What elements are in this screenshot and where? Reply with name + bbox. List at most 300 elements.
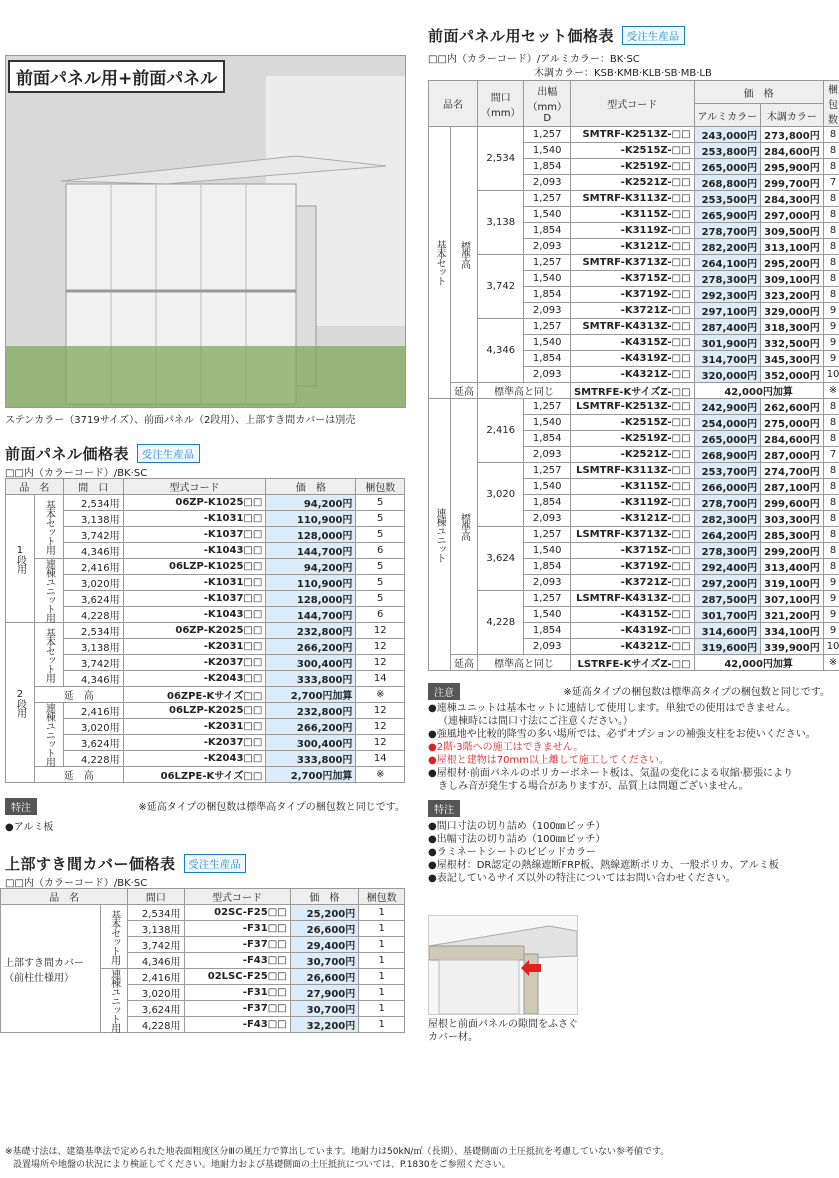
- wood-price-cell: 339,900円: [761, 639, 824, 655]
- code-cell: -K2031□□: [123, 719, 266, 735]
- maguchi-cell: 3,624用: [128, 1001, 184, 1017]
- set-title-text: 前面パネル用セット価格表: [428, 27, 615, 45]
- alu-price-cell: 268,800円: [694, 175, 761, 191]
- code-cell: SMTRFE-KサイズZ-□□: [570, 383, 694, 399]
- wood-price-cell: 285,300円: [761, 527, 824, 543]
- code-cell: -K1037□□: [123, 591, 266, 607]
- maguchi-cell: 3,020: [478, 463, 524, 527]
- code-cell: 06LZP-K1025□□: [123, 559, 266, 575]
- alu-note: ●アルミ板: [5, 822, 54, 833]
- table-row: [6, 687, 405, 703]
- set-sub2: 木調カラー：KSB·KMB·KLB·SB·MB·LB: [534, 68, 712, 79]
- pack-cell: 8: [823, 511, 839, 527]
- pack-cell: 12: [356, 639, 405, 655]
- ext-same-cell: 標準高と同じ: [478, 655, 571, 671]
- special-order-head: 特注: [428, 800, 460, 817]
- cover-table: [0, 888, 405, 1033]
- pack-cell: 9: [823, 303, 839, 319]
- pack-cell: 5: [356, 495, 405, 511]
- price-cell: 266,200円: [266, 639, 356, 655]
- price-cell: 232,800円: [266, 703, 356, 719]
- code-cell: LSTRFE-KサイズZ-□□: [570, 655, 694, 671]
- code-cell: -K1043□□: [123, 543, 266, 559]
- code-cell: SMTRF-K3113Z-□□: [570, 191, 694, 207]
- pack-cell: 8: [823, 527, 839, 543]
- subgroup-label: 基本セット用: [101, 905, 128, 969]
- code-cell: -K2043□□: [123, 671, 266, 687]
- pack-cell: 8: [823, 239, 839, 255]
- ext-same-cell: 標準高と同じ: [478, 383, 571, 399]
- code-cell: -K2515Z-□□: [570, 415, 694, 431]
- table-row: [6, 607, 405, 623]
- special-item: ●ラミネートシートのビビッドカラー: [428, 847, 597, 858]
- debaba-cell: 2,093: [524, 639, 570, 655]
- pack-cell: 7: [823, 447, 839, 463]
- code-cell: -K4321Z-□□: [570, 639, 694, 655]
- wood-price-cell: 318,300円: [761, 319, 824, 335]
- front-panel-table: [5, 478, 405, 783]
- cover-col-price: 価 格: [290, 889, 359, 905]
- subgroup-label: 基本セット用: [34, 623, 63, 687]
- maguchi-cell: 延 高: [34, 687, 123, 703]
- set-col-alu: アルミカラー: [694, 104, 761, 127]
- caution-item: ●屋根材·前面パネルのポリカーボネート板は、気温の変化による収縮·膨張により: [428, 768, 793, 779]
- group-label: 連棟ユニット: [429, 399, 451, 671]
- cover-diagram: [428, 915, 578, 1015]
- code-cell: -K4319Z-□□: [570, 623, 694, 639]
- maguchi-cell: 3,138: [478, 191, 524, 255]
- debaba-cell: 1,257: [524, 191, 570, 207]
- table-row: [6, 495, 405, 511]
- set-col-pack: 梱包数: [823, 81, 839, 127]
- debaba-cell: 1,854: [524, 559, 570, 575]
- product-name-cell: 上部すき間カバー（前柱仕様用）: [1, 905, 101, 1033]
- special-item: ●表記しているサイズ以外の特注についてはお問い合わせください。: [428, 873, 736, 884]
- price-cell: 232,800円: [266, 623, 356, 639]
- pack-cell: 12: [356, 655, 405, 671]
- code-cell: -K3119Z-□□: [570, 223, 694, 239]
- price-cell: 144,700円: [266, 543, 356, 559]
- special-item: ●間口寸法の切り詰め（100㎜ピッチ）: [428, 821, 606, 832]
- table-row: [6, 703, 405, 719]
- table-row: [429, 255, 839, 271]
- wood-price-cell: 284,600円: [761, 431, 824, 447]
- pack-cell: 5: [356, 591, 405, 607]
- subgroup-label: 連棟ユニット用: [34, 559, 63, 623]
- pack-cell: 9: [823, 607, 839, 623]
- debaba-cell: 1,540: [524, 335, 570, 351]
- alu-price-cell: 297,200円: [694, 575, 761, 591]
- alu-price-cell: 264,200円: [694, 527, 761, 543]
- pack-cell: 12: [356, 623, 405, 639]
- alu-price-cell: 282,300円: [694, 511, 761, 527]
- table-row: [6, 511, 405, 527]
- debaba-cell: 1,854: [524, 223, 570, 239]
- code-cell: -F43□□: [184, 1017, 290, 1033]
- maguchi-cell: 3,138用: [63, 511, 123, 527]
- pack-cell: 8: [823, 143, 839, 159]
- debaba-cell: 2,093: [524, 511, 570, 527]
- alu-price-cell: 243,000円: [694, 127, 761, 143]
- alu-price-cell: 268,900円: [694, 447, 761, 463]
- wood-price-cell: 313,100円: [761, 239, 824, 255]
- pack-cell: 9: [823, 351, 839, 367]
- code-cell: -K1043□□: [123, 607, 266, 623]
- price-cell: 333,800円: [266, 671, 356, 687]
- maguchi-cell: 4,346用: [63, 671, 123, 687]
- table-row: [6, 767, 405, 783]
- debaba-cell: 2,093: [524, 239, 570, 255]
- pack-cell: 1: [359, 1001, 405, 1017]
- alu-price-cell: 253,800円: [694, 143, 761, 159]
- group-label: 基本セット: [429, 127, 451, 399]
- table-row: [6, 751, 405, 767]
- made-to-order-badge: 受注生産品: [137, 444, 200, 463]
- caution-item: （連棟時には間口寸法にご注意ください。）: [438, 716, 633, 727]
- maguchi-cell: 2,534用: [63, 495, 123, 511]
- wood-price-cell: 323,200円: [761, 287, 824, 303]
- wood-price-cell: 313,400円: [761, 559, 824, 575]
- set-badge: 受注生産品: [622, 26, 685, 45]
- front-panel-title: [5, 443, 200, 464]
- alu-price-cell: 278,700円: [694, 495, 761, 511]
- price-cell: 25,200円: [290, 905, 359, 921]
- ext-price-cell: 42,000円加算: [694, 655, 823, 671]
- code-cell: SMTRF-K4313Z-□□: [570, 319, 694, 335]
- col-name: 品 名: [6, 479, 64, 495]
- code-cell: 06LZPE-Kサイズ□□: [123, 767, 266, 783]
- pack-cell: ※: [823, 655, 839, 671]
- wood-price-cell: 275,000円: [761, 415, 824, 431]
- maguchi-cell: 延 高: [34, 767, 123, 783]
- col-price: 価 格: [266, 479, 356, 495]
- alu-price-cell: 297,100円: [694, 303, 761, 319]
- maguchi-cell: 2,416用: [63, 559, 123, 575]
- table-row: [429, 319, 839, 335]
- code-cell: -K1037□□: [123, 527, 266, 543]
- code-cell: -K4321Z-□□: [570, 367, 694, 383]
- pack-cell: 9: [823, 575, 839, 591]
- wood-price-cell: 295,200円: [761, 255, 824, 271]
- pack-cell: 8: [823, 543, 839, 559]
- alu-price-cell: 320,000円: [694, 367, 761, 383]
- wood-price-cell: 273,800円: [761, 127, 824, 143]
- cover-badge: 受注生産品: [184, 854, 247, 873]
- code-cell: -K2037□□: [123, 735, 266, 751]
- debaba-cell: 2,093: [524, 447, 570, 463]
- price-cell: 300,400円: [266, 735, 356, 751]
- wood-price-cell: 284,600円: [761, 143, 824, 159]
- code-cell: -K3719Z-□□: [570, 287, 694, 303]
- table-row: [6, 591, 405, 607]
- table-row: [429, 527, 839, 543]
- maguchi-cell: 3,742用: [63, 655, 123, 671]
- code-cell: -K2031□□: [123, 639, 266, 655]
- table-row: [429, 591, 839, 607]
- pack-cell: 8: [823, 255, 839, 271]
- pack-cell: 8: [823, 399, 839, 415]
- col-pack: 梱包数: [356, 479, 405, 495]
- footer-line: ※基礎寸法は、建築基準法で定められた地表面粗度区分Ⅲの風圧力で算出しています。地耐力は50kN/㎡（長期）、基礎側面の土圧抵抗を考慮していない参考値です。: [5, 1147, 670, 1157]
- alu-price-cell: 278,300円: [694, 543, 761, 559]
- special-list: [428, 820, 833, 885]
- maguchi-cell: 3,624用: [63, 735, 123, 751]
- code-cell: -K3715Z-□□: [570, 543, 694, 559]
- pack-cell: 5: [356, 527, 405, 543]
- wood-price-cell: 287,100円: [761, 479, 824, 495]
- maguchi-cell: 3,742用: [63, 527, 123, 543]
- maguchi-cell: 3,742用: [128, 937, 184, 953]
- cover-col-pack: 梱包数: [359, 889, 405, 905]
- debaba-cell: 1,540: [524, 607, 570, 623]
- set-col-debaba: 出幅（mm）D: [524, 81, 570, 127]
- price-cell: 94,200円: [266, 559, 356, 575]
- set-sub1: □□内（カラーコード）/アルミカラー：BK·SC: [428, 54, 640, 65]
- debaba-cell: 1,257: [524, 319, 570, 335]
- pack-cell: 1: [359, 905, 405, 921]
- debaba-cell: 1,854: [524, 159, 570, 175]
- code-cell: 06ZP-K2025□□: [123, 623, 266, 639]
- debaba-cell: 1,257: [524, 255, 570, 271]
- pack-cell: 1: [359, 969, 405, 985]
- alu-price-cell: 282,200円: [694, 239, 761, 255]
- wood-price-cell: 274,700円: [761, 463, 824, 479]
- maguchi-cell: 2,534用: [128, 905, 184, 921]
- set-col-maguchi: 間口（mm）: [478, 81, 524, 127]
- maguchi-cell: 2,534用: [63, 623, 123, 639]
- code-cell: 06ZP-K1025□□: [123, 495, 266, 511]
- debaba-cell: 2,093: [524, 575, 570, 591]
- caution-ext-note: ※延高タイプの梱包数は標準高タイプの梱包数と同じです。: [563, 687, 830, 698]
- debaba-cell: 1,540: [524, 543, 570, 559]
- wood-price-cell: 319,100円: [761, 575, 824, 591]
- table-row: [429, 399, 839, 415]
- debaba-cell: 1,854: [524, 351, 570, 367]
- front-panel-sub: □□内（カラーコード）/BK·SC: [5, 468, 148, 479]
- code-cell: -K2519Z-□□: [570, 431, 694, 447]
- code-cell: -K1031□□: [123, 575, 266, 591]
- price-cell: 128,000円: [266, 527, 356, 543]
- pack-cell: 1: [359, 985, 405, 1001]
- height-label: 標準高: [451, 127, 478, 383]
- code-cell: LSMTRF-K2513Z-□□: [570, 399, 694, 415]
- pack-cell: 12: [356, 719, 405, 735]
- table-row: [6, 655, 405, 671]
- table-row: [6, 623, 405, 639]
- debaba-cell: 1,540: [524, 479, 570, 495]
- pack-cell: 8: [823, 159, 839, 175]
- pack-cell: 1: [359, 953, 405, 969]
- footer: [5, 1146, 669, 1172]
- alu-price-cell: 264,100円: [694, 255, 761, 271]
- debaba-cell: 1,540: [524, 271, 570, 287]
- alu-price-cell: 278,300円: [694, 271, 761, 287]
- set-table: [428, 80, 839, 671]
- ext-note: ※延高タイプの梱包数は標準高タイプの梱包数と同じです。: [138, 802, 405, 813]
- caution-row: [428, 683, 830, 700]
- maguchi-cell: 3,020用: [128, 985, 184, 1001]
- code-cell: LSMTRF-K3713Z-□□: [570, 527, 694, 543]
- code-cell: -K4315Z-□□: [570, 607, 694, 623]
- caution-item: ●連棟ユニットは基本セットに連結して使用します。単独での使用はできません。: [428, 703, 797, 714]
- debaba-cell: 1,540: [524, 415, 570, 431]
- code-cell: -K3115Z-□□: [570, 479, 694, 495]
- code-cell: -K4315Z-□□: [570, 335, 694, 351]
- debaba-cell: 1,854: [524, 495, 570, 511]
- price-cell: 32,200円: [290, 1017, 359, 1033]
- pack-cell: 8: [823, 415, 839, 431]
- pack-cell: 9: [823, 319, 839, 335]
- pack-cell: 8: [823, 207, 839, 223]
- price-cell: 29,400円: [290, 937, 359, 953]
- pack-cell: 8: [823, 431, 839, 447]
- debaba-cell: 1,257: [524, 527, 570, 543]
- cover-col-code: 型式コード: [184, 889, 290, 905]
- pack-cell: 5: [356, 559, 405, 575]
- price-cell: 300,400円: [266, 655, 356, 671]
- alu-price-cell: 314,700円: [694, 351, 761, 367]
- pack-cell: 14: [356, 751, 405, 767]
- wood-price-cell: 297,000円: [761, 207, 824, 223]
- height-label: 標準高: [451, 399, 478, 655]
- wood-price-cell: 334,100円: [761, 623, 824, 639]
- price-cell: 30,700円: [290, 953, 359, 969]
- maguchi-cell: 3,624: [478, 527, 524, 591]
- code-cell: -K2037□□: [123, 655, 266, 671]
- pack-cell: 7: [823, 175, 839, 191]
- pack-cell: ※: [356, 767, 405, 783]
- alu-price-cell: 301,900円: [694, 335, 761, 351]
- wood-price-cell: 262,600円: [761, 399, 824, 415]
- maguchi-cell: 4,346用: [63, 543, 123, 559]
- price-cell: 2,700円加算: [266, 687, 356, 703]
- code-cell: SMTRF-K3713Z-□□: [570, 255, 694, 271]
- cover-diagram-svg: [429, 916, 577, 1014]
- maguchi-cell: 2,416: [478, 399, 524, 463]
- col-code: 型式コード: [123, 479, 266, 495]
- pack-cell: 10: [823, 367, 839, 383]
- code-cell: -F37□□: [184, 1001, 290, 1017]
- price-cell: 110,900円: [266, 575, 356, 591]
- wood-price-cell: 352,000円: [761, 367, 824, 383]
- price-cell: 266,200円: [266, 719, 356, 735]
- pack-cell: 8: [823, 127, 839, 143]
- set-col-name: 品名: [429, 81, 478, 127]
- ext-row: [429, 655, 839, 671]
- code-cell: -K3119Z-□□: [570, 495, 694, 511]
- pack-cell: 8: [823, 223, 839, 239]
- alu-price-cell: 292,300円: [694, 287, 761, 303]
- code-cell: -K3121Z-□□: [570, 239, 694, 255]
- price-cell: 128,000円: [266, 591, 356, 607]
- code-cell: SMTRF-K2513Z-□□: [570, 127, 694, 143]
- alu-price-cell: 287,400円: [694, 319, 761, 335]
- maguchi-cell: 2,416用: [63, 703, 123, 719]
- pack-cell: 1: [359, 1017, 405, 1033]
- pack-cell: 5: [356, 575, 405, 591]
- code-cell: LSMTRF-K4313Z-□□: [570, 591, 694, 607]
- front-panel-note-row: [5, 798, 405, 815]
- col-maguchi: 間 口: [63, 479, 123, 495]
- wood-price-cell: 303,300円: [761, 511, 824, 527]
- price-cell: 110,900円: [266, 511, 356, 527]
- debaba-cell: 1,257: [524, 463, 570, 479]
- terrace-illustration: [6, 56, 405, 407]
- price-cell: 2,700円加算: [266, 767, 356, 783]
- wood-price-cell: 299,700円: [761, 175, 824, 191]
- pack-cell: 9: [823, 623, 839, 639]
- table-row: [6, 559, 405, 575]
- code-cell: -K2043□□: [123, 751, 266, 767]
- front-panel-title-text: 前面パネル価格表: [5, 445, 130, 463]
- wood-price-cell: 345,300円: [761, 351, 824, 367]
- debaba-cell: 1,540: [524, 143, 570, 159]
- alu-price-cell: 278,700円: [694, 223, 761, 239]
- table-row: [1, 905, 405, 921]
- maguchi-cell: 3,742: [478, 255, 524, 319]
- wood-price-cell: 295,900円: [761, 159, 824, 175]
- caution-item: ●屋根と建物は70mm以上離して施工してください。: [428, 755, 669, 766]
- alu-price-cell: 287,500円: [694, 591, 761, 607]
- alu-price-cell: 242,900円: [694, 399, 761, 415]
- price-cell: 26,600円: [290, 921, 359, 937]
- debaba-cell: 1,257: [524, 399, 570, 415]
- pack-cell: 9: [823, 591, 839, 607]
- debaba-cell: 2,093: [524, 303, 570, 319]
- code-cell: -F31□□: [184, 921, 290, 937]
- pack-cell: ※: [823, 383, 839, 399]
- set-title: [428, 25, 685, 46]
- debaba-cell: 2,093: [524, 175, 570, 191]
- caution-item: ●強風地や比較的降雪の多い場所では、必ずオプションの補強支柱をお使いください。: [428, 729, 816, 740]
- table-row: [429, 463, 839, 479]
- pack-cell: 6: [356, 607, 405, 623]
- cover-title: [5, 853, 246, 874]
- code-cell: -K2521Z-□□: [570, 447, 694, 463]
- special-item: ●屋根材：DR認定の熱線遮断FRP板、熱線遮断ポリカ、一般ポリカ、アルミ板: [428, 860, 779, 871]
- pack-cell: 8: [823, 191, 839, 207]
- footer-line: 設置場所や地盤の状況により検証してください。地耐力および基礎側面の土圧抵抗については、P.1830をご参照ください。: [13, 1160, 511, 1170]
- code-cell: -K4319Z-□□: [570, 351, 694, 367]
- wood-price-cell: 299,200円: [761, 543, 824, 559]
- table-row: [6, 543, 405, 559]
- table-row: [6, 527, 405, 543]
- ext-label: 延高: [451, 655, 478, 671]
- special-head: 特注: [5, 798, 37, 815]
- group-label: 2段用: [6, 623, 35, 783]
- debaba-cell: 1,854: [524, 623, 570, 639]
- alu-price-cell: 265,000円: [694, 431, 761, 447]
- table-row: [6, 719, 405, 735]
- code-cell: -K3121Z-□□: [570, 511, 694, 527]
- pack-cell: 10: [823, 639, 839, 655]
- price-cell: 26,600円: [290, 969, 359, 985]
- table-row: [6, 735, 405, 751]
- caution-head: 注意: [428, 683, 460, 700]
- table-row: [429, 191, 839, 207]
- code-cell: -F31□□: [184, 985, 290, 1001]
- ext-label: 延高: [451, 383, 478, 399]
- code-cell: LSMTRF-K3113Z-□□: [570, 463, 694, 479]
- caution-item: ●2階·3階への施工はできません。: [428, 742, 584, 753]
- alu-price-cell: 301,700円: [694, 607, 761, 623]
- pack-cell: 12: [356, 703, 405, 719]
- pack-cell: 8: [823, 271, 839, 287]
- table-row: [6, 639, 405, 655]
- pack-cell: 14: [356, 671, 405, 687]
- photo-caption: ステンカラー（3719サイズ）、前面パネル（2段用）、上部すき間カバーは別売: [5, 415, 356, 426]
- wood-price-cell: 309,100円: [761, 271, 824, 287]
